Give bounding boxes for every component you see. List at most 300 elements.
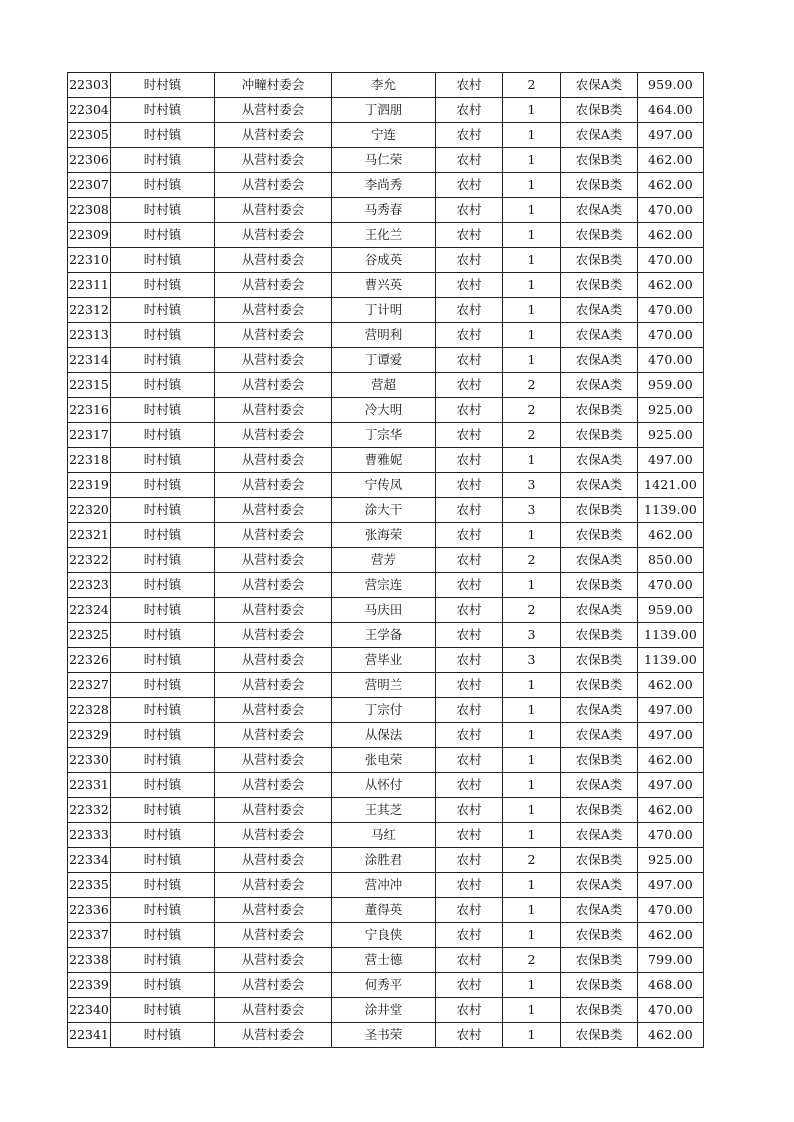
person-name-cell: 李允 (332, 73, 436, 98)
household-type-cell: 农村 (436, 998, 503, 1023)
village-committee-cell: 从营村委会 (215, 623, 332, 648)
town-name-cell: 时村镇 (111, 248, 215, 273)
record-id-cell: 22325 (68, 623, 111, 648)
amount-cell: 462.00 (638, 223, 704, 248)
amount-cell: 1421.00 (638, 473, 704, 498)
household-type-cell: 农村 (436, 173, 503, 198)
amount-cell: 850.00 (638, 548, 704, 573)
amount-cell: 1139.00 (638, 498, 704, 523)
household-type-cell: 农村 (436, 548, 503, 573)
amount-cell: 925.00 (638, 848, 704, 873)
town-name-cell: 时村镇 (111, 323, 215, 348)
person-name-cell: 张海荣 (332, 523, 436, 548)
household-type-cell: 农村 (436, 323, 503, 348)
amount-cell: 497.00 (638, 123, 704, 148)
insurance-category-cell: 农保B类 (561, 523, 638, 548)
household-size-cell: 1 (503, 173, 561, 198)
amount-cell: 1139.00 (638, 623, 704, 648)
amount-cell: 497.00 (638, 448, 704, 473)
person-name-cell: 营毕业 (332, 648, 436, 673)
household-size-cell: 2 (503, 398, 561, 423)
village-committee-cell: 从营村委会 (215, 648, 332, 673)
insurance-category-cell: 农保B类 (561, 98, 638, 123)
household-type-cell: 农村 (436, 273, 503, 298)
person-name-cell: 涂大干 (332, 498, 436, 523)
household-size-cell: 1 (503, 773, 561, 798)
town-name-cell: 时村镇 (111, 523, 215, 548)
table-row (68, 898, 704, 923)
village-committee-cell: 从营村委会 (215, 798, 332, 823)
amount-cell: 470.00 (638, 348, 704, 373)
insurance-category-cell: 农保A类 (561, 473, 638, 498)
record-id-cell: 22323 (68, 573, 111, 598)
village-committee-cell: 从营村委会 (215, 198, 332, 223)
person-name-cell: 冷大明 (332, 398, 436, 423)
household-type-cell: 农村 (436, 573, 503, 598)
town-name-cell: 时村镇 (111, 598, 215, 623)
village-committee-cell: 从营村委会 (215, 548, 332, 573)
person-name-cell: 王化兰 (332, 223, 436, 248)
household-type-cell: 农村 (436, 98, 503, 123)
table-row (68, 1023, 704, 1048)
amount-cell: 925.00 (638, 398, 704, 423)
amount-cell: 462.00 (638, 273, 704, 298)
person-name-cell: 营士德 (332, 948, 436, 973)
person-name-cell: 丁宗付 (332, 698, 436, 723)
record-id-cell: 22322 (68, 548, 111, 573)
household-size-cell: 1 (503, 698, 561, 723)
village-committee-cell: 从营村委会 (215, 173, 332, 198)
amount-cell: 959.00 (638, 73, 704, 98)
household-type-cell: 农村 (436, 348, 503, 373)
household-size-cell: 1 (503, 823, 561, 848)
household-size-cell: 1 (503, 523, 561, 548)
table-row (68, 298, 704, 323)
town-name-cell: 时村镇 (111, 573, 215, 598)
household-size-cell: 1 (503, 923, 561, 948)
town-name-cell: 时村镇 (111, 498, 215, 523)
table-row (68, 723, 704, 748)
record-id-cell: 22341 (68, 1023, 111, 1048)
town-name-cell: 时村镇 (111, 798, 215, 823)
insurance-category-cell: 农保B类 (561, 573, 638, 598)
record-id-cell: 22308 (68, 198, 111, 223)
village-committee-cell: 从营村委会 (215, 373, 332, 398)
village-committee-cell: 从营村委会 (215, 748, 332, 773)
household-type-cell: 农村 (436, 698, 503, 723)
town-name-cell: 时村镇 (111, 873, 215, 898)
insurance-category-cell: 农保A类 (561, 698, 638, 723)
amount-cell: 497.00 (638, 723, 704, 748)
household-size-cell: 1 (503, 573, 561, 598)
insurance-category-cell: 农保B类 (561, 1023, 638, 1048)
household-size-cell: 2 (503, 373, 561, 398)
town-name-cell: 时村镇 (111, 723, 215, 748)
roster-table (67, 72, 704, 1048)
table-row (68, 73, 704, 98)
person-name-cell: 营明兰 (332, 673, 436, 698)
record-id-cell: 22318 (68, 448, 111, 473)
record-id-cell: 22331 (68, 773, 111, 798)
record-id-cell: 22304 (68, 98, 111, 123)
person-name-cell: 圣书荣 (332, 1023, 436, 1048)
town-name-cell: 时村镇 (111, 948, 215, 973)
household-type-cell: 农村 (436, 223, 503, 248)
village-committee-cell: 从营村委会 (215, 773, 332, 798)
amount-cell: 925.00 (638, 423, 704, 448)
record-id-cell: 22305 (68, 123, 111, 148)
person-name-cell: 营明利 (332, 323, 436, 348)
person-name-cell: 宁良侠 (332, 923, 436, 948)
household-size-cell: 1 (503, 873, 561, 898)
household-size-cell: 1 (503, 448, 561, 473)
village-committee-cell: 从营村委会 (215, 348, 332, 373)
household-type-cell: 农村 (436, 398, 503, 423)
amount-cell: 462.00 (638, 923, 704, 948)
town-name-cell: 时村镇 (111, 123, 215, 148)
town-name-cell: 时村镇 (111, 923, 215, 948)
amount-cell: 959.00 (638, 598, 704, 623)
record-id-cell: 22336 (68, 898, 111, 923)
record-id-cell: 22329 (68, 723, 111, 748)
village-committee-cell: 从营村委会 (215, 598, 332, 623)
town-name-cell: 时村镇 (111, 823, 215, 848)
table-row (68, 773, 704, 798)
table-row (68, 648, 704, 673)
household-size-cell: 1 (503, 1023, 561, 1048)
person-name-cell: 王学备 (332, 623, 436, 648)
insurance-category-cell: 农保A类 (561, 448, 638, 473)
person-name-cell: 曹雅妮 (332, 448, 436, 473)
village-committee-cell: 从营村委会 (215, 248, 332, 273)
village-committee-cell: 从营村委会 (215, 873, 332, 898)
village-committee-cell: 从营村委会 (215, 573, 332, 598)
record-id-cell: 22340 (68, 998, 111, 1023)
town-name-cell: 时村镇 (111, 298, 215, 323)
village-committee-cell: 从营村委会 (215, 898, 332, 923)
amount-cell: 497.00 (638, 698, 704, 723)
household-size-cell: 3 (503, 648, 561, 673)
table-row (68, 973, 704, 998)
household-type-cell: 农村 (436, 123, 503, 148)
table-row (68, 323, 704, 348)
person-name-cell: 王其芝 (332, 798, 436, 823)
table-row (68, 623, 704, 648)
table-row (68, 873, 704, 898)
insurance-category-cell: 农保B类 (561, 923, 638, 948)
amount-cell: 959.00 (638, 373, 704, 398)
village-committee-cell: 从营村委会 (215, 148, 332, 173)
household-size-cell: 2 (503, 598, 561, 623)
town-name-cell: 时村镇 (111, 348, 215, 373)
table-row (68, 698, 704, 723)
household-size-cell: 2 (503, 423, 561, 448)
table-row (68, 848, 704, 873)
town-name-cell: 时村镇 (111, 848, 215, 873)
table-row (68, 423, 704, 448)
person-name-cell: 营冲冲 (332, 873, 436, 898)
amount-cell: 462.00 (638, 748, 704, 773)
record-id-cell: 22307 (68, 173, 111, 198)
household-type-cell: 农村 (436, 198, 503, 223)
person-name-cell: 谷成英 (332, 248, 436, 273)
record-id-cell: 22313 (68, 323, 111, 348)
table-row (68, 598, 704, 623)
insurance-category-cell: 农保A类 (561, 723, 638, 748)
person-name-cell: 涂胜君 (332, 848, 436, 873)
household-type-cell: 农村 (436, 723, 503, 748)
table-row (68, 748, 704, 773)
record-id-cell: 22330 (68, 748, 111, 773)
record-id-cell: 22314 (68, 348, 111, 373)
amount-cell: 1139.00 (638, 648, 704, 673)
record-id-cell: 22306 (68, 148, 111, 173)
household-type-cell: 农村 (436, 498, 503, 523)
table-row (68, 473, 704, 498)
household-size-cell: 2 (503, 848, 561, 873)
insurance-category-cell: 农保A类 (561, 898, 638, 923)
household-type-cell: 农村 (436, 973, 503, 998)
table-row (68, 948, 704, 973)
table-row (68, 998, 704, 1023)
household-type-cell: 农村 (436, 473, 503, 498)
person-name-cell: 丁泗朋 (332, 98, 436, 123)
town-name-cell: 时村镇 (111, 73, 215, 98)
record-id-cell: 22337 (68, 923, 111, 948)
record-id-cell: 22339 (68, 973, 111, 998)
record-id-cell: 22327 (68, 673, 111, 698)
town-name-cell: 时村镇 (111, 648, 215, 673)
town-name-cell: 时村镇 (111, 373, 215, 398)
record-id-cell: 22320 (68, 498, 111, 523)
insurance-category-cell: 农保B类 (561, 998, 638, 1023)
person-name-cell: 宁连 (332, 123, 436, 148)
amount-cell: 497.00 (638, 873, 704, 898)
household-size-cell: 1 (503, 748, 561, 773)
record-id-cell: 22311 (68, 273, 111, 298)
amount-cell: 462.00 (638, 173, 704, 198)
table-row (68, 398, 704, 423)
record-id-cell: 22310 (68, 248, 111, 273)
town-name-cell: 时村镇 (111, 673, 215, 698)
household-type-cell: 农村 (436, 873, 503, 898)
table-row (68, 448, 704, 473)
record-id-cell: 22317 (68, 423, 111, 448)
record-id-cell: 22328 (68, 698, 111, 723)
insurance-category-cell: 农保B类 (561, 248, 638, 273)
table-row (68, 173, 704, 198)
amount-cell: 497.00 (638, 773, 704, 798)
town-name-cell: 时村镇 (111, 973, 215, 998)
table-row (68, 498, 704, 523)
village-committee-cell: 从营村委会 (215, 698, 332, 723)
person-name-cell: 营宗连 (332, 573, 436, 598)
amount-cell: 470.00 (638, 323, 704, 348)
record-id-cell: 22338 (68, 948, 111, 973)
village-committee-cell: 从营村委会 (215, 973, 332, 998)
person-name-cell: 马秀春 (332, 198, 436, 223)
person-name-cell: 曹兴英 (332, 273, 436, 298)
person-name-cell: 马红 (332, 823, 436, 848)
village-committee-cell: 从营村委会 (215, 473, 332, 498)
household-type-cell: 农村 (436, 523, 503, 548)
record-id-cell: 22334 (68, 848, 111, 873)
town-name-cell: 时村镇 (111, 548, 215, 573)
table-row (68, 798, 704, 823)
insurance-category-cell: 农保A类 (561, 873, 638, 898)
insurance-category-cell: 农保B类 (561, 748, 638, 773)
household-size-cell: 1 (503, 148, 561, 173)
household-type-cell: 农村 (436, 423, 503, 448)
person-name-cell: 丁计明 (332, 298, 436, 323)
amount-cell: 462.00 (638, 1023, 704, 1048)
insurance-category-cell: 农保B类 (561, 173, 638, 198)
record-id-cell: 22303 (68, 73, 111, 98)
amount-cell: 470.00 (638, 573, 704, 598)
amount-cell: 470.00 (638, 998, 704, 1023)
town-name-cell: 时村镇 (111, 748, 215, 773)
household-type-cell: 农村 (436, 798, 503, 823)
household-type-cell: 农村 (436, 898, 503, 923)
insurance-category-cell: 农保A类 (561, 548, 638, 573)
household-size-cell: 3 (503, 473, 561, 498)
insurance-category-cell: 农保A类 (561, 323, 638, 348)
town-name-cell: 时村镇 (111, 773, 215, 798)
household-type-cell: 农村 (436, 948, 503, 973)
town-name-cell: 时村镇 (111, 98, 215, 123)
household-type-cell: 农村 (436, 448, 503, 473)
insurance-category-cell: 农保B类 (561, 798, 638, 823)
amount-cell: 470.00 (638, 198, 704, 223)
household-size-cell: 1 (503, 223, 561, 248)
village-committee-cell: 从营村委会 (215, 448, 332, 473)
town-name-cell: 时村镇 (111, 473, 215, 498)
person-name-cell: 宁传凤 (332, 473, 436, 498)
town-name-cell: 时村镇 (111, 173, 215, 198)
insurance-category-cell: 农保B类 (561, 498, 638, 523)
person-name-cell: 营芳 (332, 548, 436, 573)
record-id-cell: 22319 (68, 473, 111, 498)
person-name-cell: 营超 (332, 373, 436, 398)
household-size-cell: 2 (503, 948, 561, 973)
village-committee-cell: 从营村委会 (215, 723, 332, 748)
roster-body (68, 73, 704, 1048)
table-row (68, 123, 704, 148)
insurance-category-cell: 农保B类 (561, 148, 638, 173)
table-row (68, 273, 704, 298)
town-name-cell: 时村镇 (111, 998, 215, 1023)
household-size-cell: 1 (503, 273, 561, 298)
town-name-cell: 时村镇 (111, 423, 215, 448)
amount-cell: 462.00 (638, 798, 704, 823)
household-size-cell: 1 (503, 673, 561, 698)
village-committee-cell: 从营村委会 (215, 123, 332, 148)
household-size-cell: 1 (503, 298, 561, 323)
amount-cell: 462.00 (638, 673, 704, 698)
village-committee-cell: 从营村委会 (215, 948, 332, 973)
village-committee-cell: 从营村委会 (215, 998, 332, 1023)
insurance-category-cell: 农保A类 (561, 773, 638, 798)
record-id-cell: 22335 (68, 873, 111, 898)
household-type-cell: 农村 (436, 248, 503, 273)
insurance-category-cell: 农保B类 (561, 398, 638, 423)
table-row (68, 98, 704, 123)
town-name-cell: 时村镇 (111, 223, 215, 248)
insurance-category-cell: 农保B类 (561, 423, 638, 448)
amount-cell: 464.00 (638, 98, 704, 123)
insurance-category-cell: 农保A类 (561, 198, 638, 223)
household-type-cell: 农村 (436, 73, 503, 98)
town-name-cell: 时村镇 (111, 448, 215, 473)
town-name-cell: 时村镇 (111, 398, 215, 423)
insurance-category-cell: 农保B类 (561, 848, 638, 873)
person-name-cell: 李尚秀 (332, 173, 436, 198)
table-row (68, 223, 704, 248)
village-committee-cell: 从营村委会 (215, 273, 332, 298)
town-name-cell: 时村镇 (111, 698, 215, 723)
record-id-cell: 22312 (68, 298, 111, 323)
amount-cell: 799.00 (638, 948, 704, 973)
amount-cell: 468.00 (638, 973, 704, 998)
record-id-cell: 22326 (68, 648, 111, 673)
household-size-cell: 1 (503, 798, 561, 823)
household-size-cell: 1 (503, 898, 561, 923)
amount-cell: 462.00 (638, 148, 704, 173)
town-name-cell: 时村镇 (111, 148, 215, 173)
insurance-category-cell: 农保B类 (561, 648, 638, 673)
amount-cell: 470.00 (638, 248, 704, 273)
record-id-cell: 22309 (68, 223, 111, 248)
town-name-cell: 时村镇 (111, 898, 215, 923)
insurance-category-cell: 农保B类 (561, 973, 638, 998)
household-type-cell: 农村 (436, 673, 503, 698)
person-name-cell: 董得英 (332, 898, 436, 923)
household-type-cell: 农村 (436, 848, 503, 873)
record-id-cell: 22315 (68, 373, 111, 398)
household-size-cell: 1 (503, 248, 561, 273)
village-committee-cell: 从营村委会 (215, 923, 332, 948)
insurance-category-cell: 农保A类 (561, 348, 638, 373)
village-committee-cell: 从营村委会 (215, 523, 332, 548)
person-name-cell: 张电荣 (332, 748, 436, 773)
village-committee-cell: 从营村委会 (215, 223, 332, 248)
household-type-cell: 农村 (436, 148, 503, 173)
record-id-cell: 22321 (68, 523, 111, 548)
table-row (68, 198, 704, 223)
household-type-cell: 农村 (436, 623, 503, 648)
household-size-cell: 2 (503, 73, 561, 98)
household-size-cell: 1 (503, 323, 561, 348)
household-type-cell: 农村 (436, 1023, 503, 1048)
household-size-cell: 1 (503, 973, 561, 998)
household-type-cell: 农村 (436, 648, 503, 673)
household-type-cell: 农村 (436, 923, 503, 948)
household-size-cell: 3 (503, 498, 561, 523)
village-committee-cell: 从营村委会 (215, 498, 332, 523)
table-row (68, 923, 704, 948)
village-committee-cell: 从营村委会 (215, 98, 332, 123)
village-committee-cell: 从营村委会 (215, 298, 332, 323)
household-size-cell: 3 (503, 623, 561, 648)
household-size-cell: 1 (503, 98, 561, 123)
amount-cell: 470.00 (638, 823, 704, 848)
insurance-category-cell: 农保B类 (561, 623, 638, 648)
village-committee-cell: 从营村委会 (215, 848, 332, 873)
village-committee-cell: 从营村委会 (215, 323, 332, 348)
village-committee-cell: 从营村委会 (215, 398, 332, 423)
household-size-cell: 1 (503, 198, 561, 223)
household-type-cell: 农村 (436, 748, 503, 773)
